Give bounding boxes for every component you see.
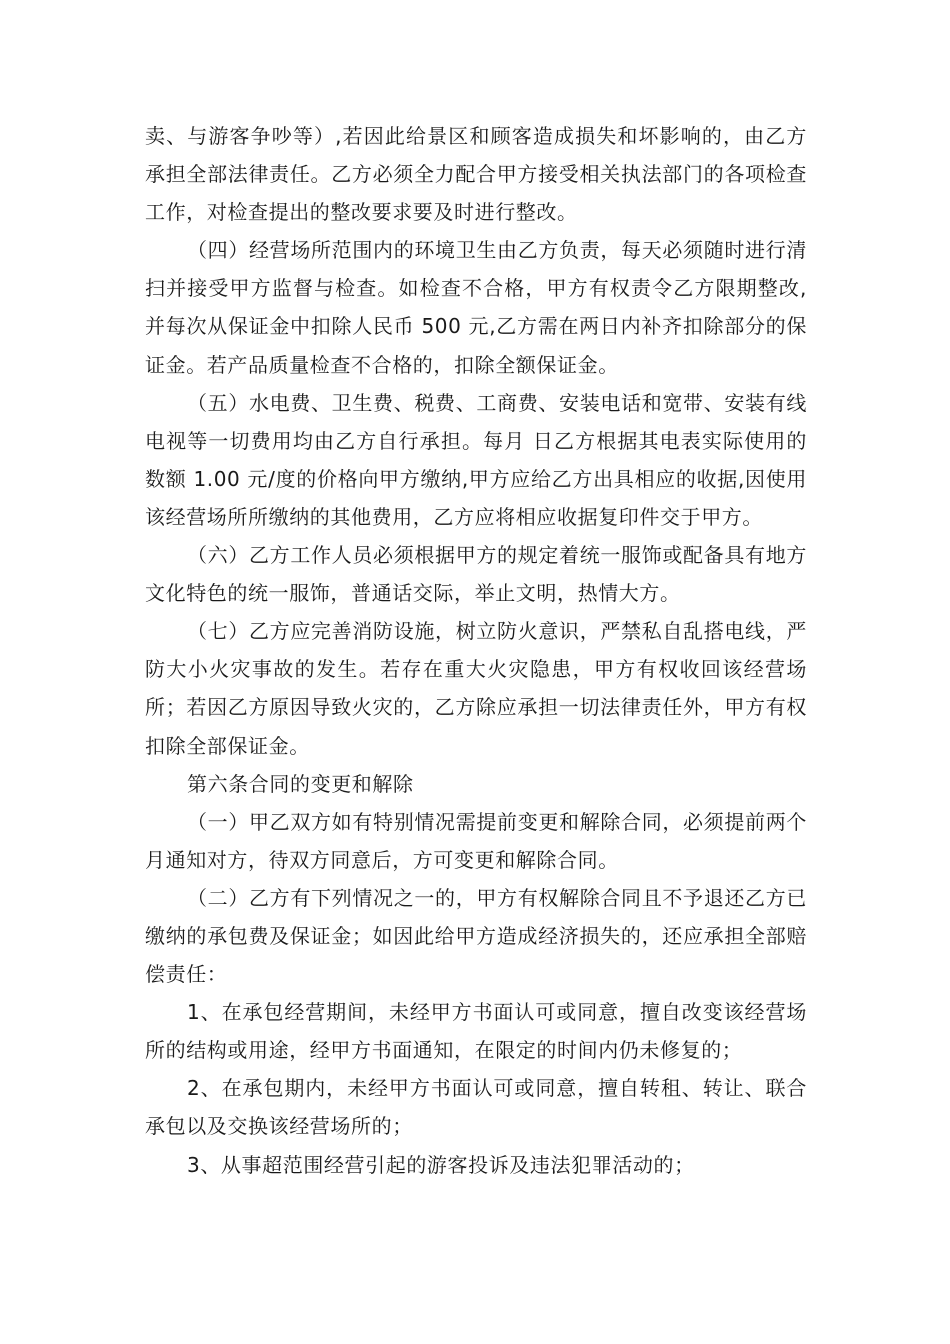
section-heading: 第六条合同的变更和解除 — [187, 771, 414, 796]
paragraph: （一）甲乙双方如有特别情况需提前变更和解除合同，必须提前两个月通知对方，待双方同意后，方可变更和解除合同。 — [145, 809, 807, 872]
list-item: 1、在承包经营期间，未经甲方书面认可或同意，擅自改变该经营场所的结构或用途，经甲方书面通知，在限定的时间内仍未修复的； — [145, 1000, 807, 1063]
list-item: 2、在承包期内，未经甲方书面认可或同意，擅自转租、转让、联合承包以及交换该经营场所的； — [145, 1076, 807, 1139]
document-body — [145, 117, 807, 1184]
list-item: 3、从事超范围经营引起的游客投诉及违法犯罪活动的； — [187, 1152, 695, 1177]
paragraph: （六）乙方工作人员必须根据甲方的规定着统一服饰或配备具有地方文化特色的统一服饰，普通话交际，举止文明，热情大方。 — [145, 543, 807, 606]
paragraph: 卖、与游客争吵等）,若因此给景区和顾客造成损失和坏影响的，由乙方承担全部法律责任。乙方必须全力配合甲方接受相关执法部门的各项检查工作，对检查提出的整改要求要及时进行整改。 — [145, 124, 807, 225]
paragraph: （五）水电费、卫生费、税费、工商费、安装电话和宽带、安装有线电视等一切费用均由乙方自行承担。每月 日乙方根据其电表实际使用的数额 1.00 元/度的价格向甲方缴纳,甲方应给乙方出具相应的收据,因使用该经营场所所缴纳的其他费用，乙方应将相应收据复印件交于甲方。 — [145, 390, 807, 529]
paragraph: （四）经营场所范围内的环境卫生由乙方负责，每天必须随时进行清扫并接受甲方监督与检查。如检查不合格，甲方有权责令乙方限期整改,并每次从保证金中扣除人民币 500 元,乙方需在两日内补齐扣除部分的保证金。若产品质量检查不合格的，扣除全额保证金。 — [145, 238, 807, 377]
paragraph: （七）乙方应完善消防设施，树立防火意识，严禁私自乱搭电线，严防大小火灾事故的发生。若存在重大火灾隐患，甲方有权收回该经营场所；若因乙方原因导致火灾的，乙方除应承担一切法律责任外，甲方有权扣除全部保证金。 — [145, 619, 807, 758]
paragraph: （二）乙方有下列情况之一的，甲方有权解除合同且不予退还乙方已缴纳的承包费及保证金；如因此给甲方造成经济损失的，还应承担全部赔偿责任： — [145, 885, 807, 987]
